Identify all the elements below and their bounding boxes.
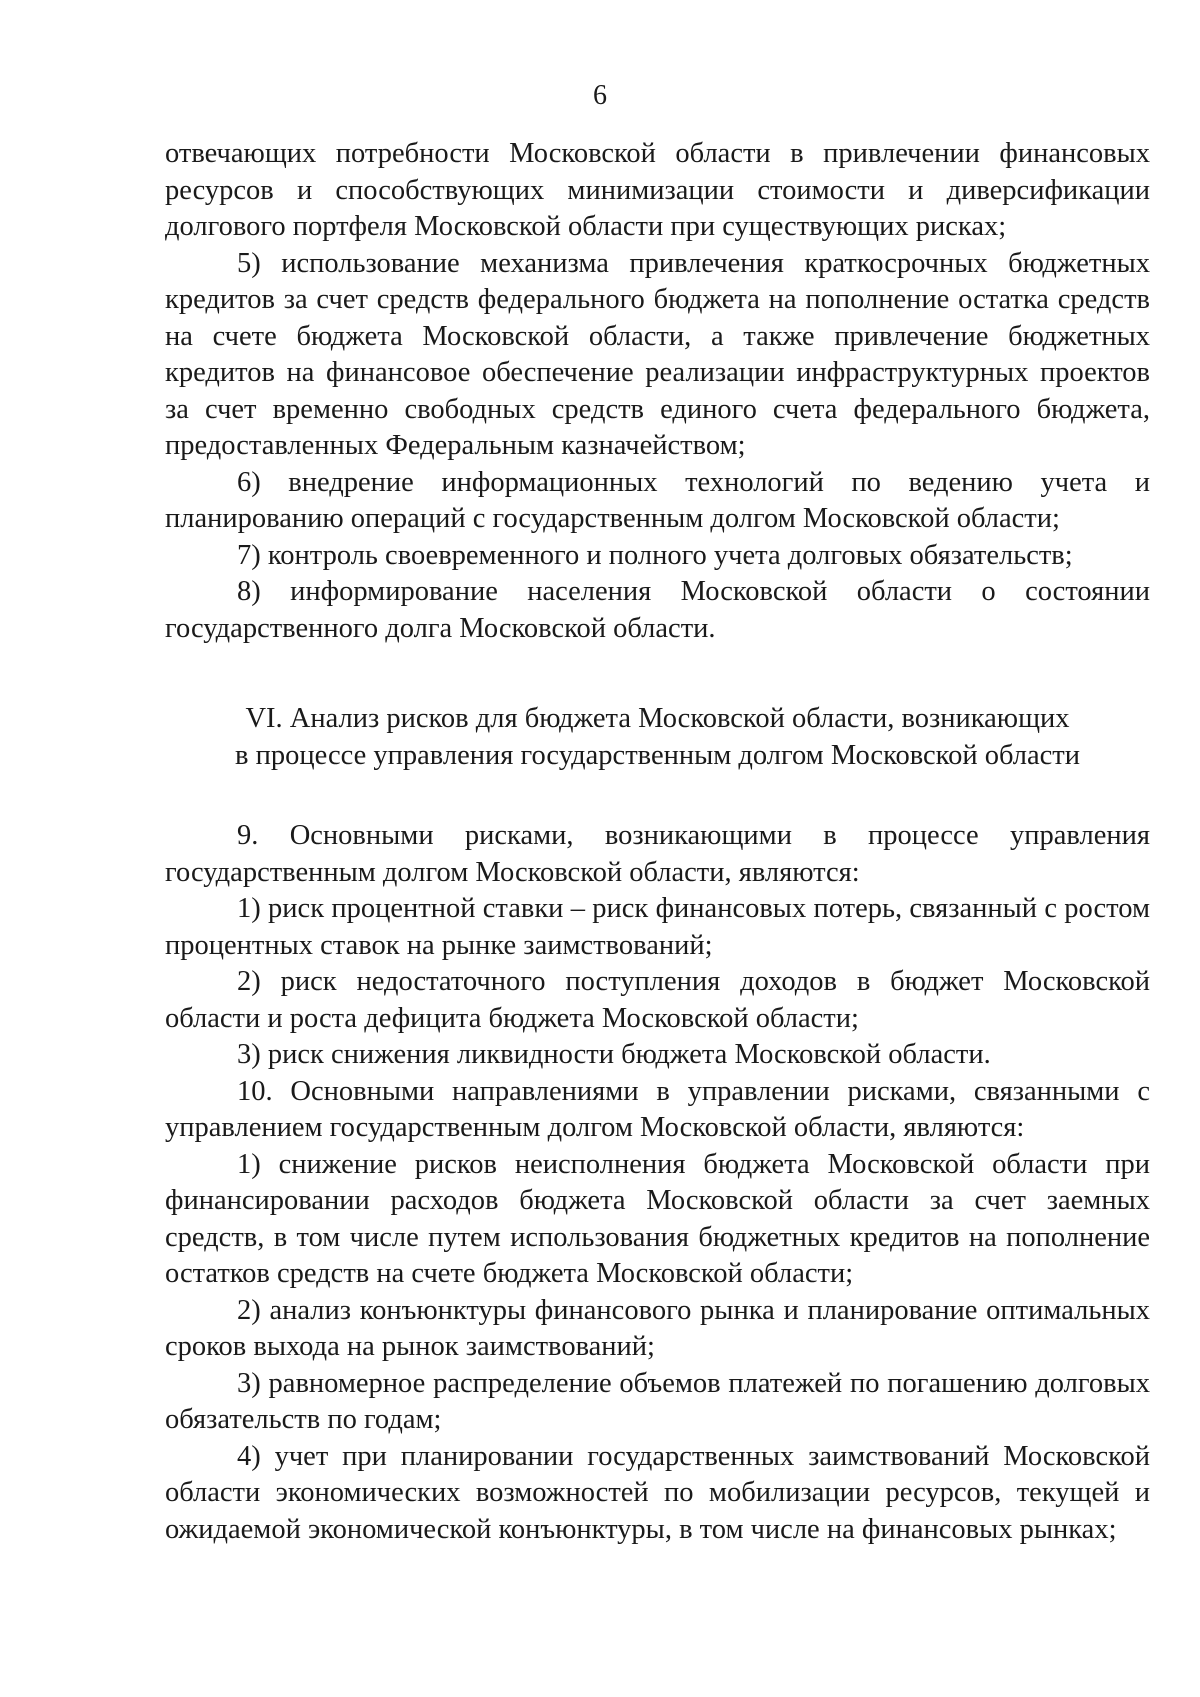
direction-item-4: 4) учет при планировании государственных заимствований Московской области экономических возможностей по мобилизации ресурсов, текущей и ожидаемой экономической конъюнктуры, в том числе на финансовых рынках; <box>165 1440 1150 1545</box>
paragraph-continuation: отвечающих потребности Московской области в привлечении финансовых ресурсов и способствующих минимизации стоимости и диверсификации долгового портфеля Московской области при существующих рисках; <box>165 138 1150 242</box>
direction-item-1: 1) снижение рисков неисполнения бюджета Московской области при финансировании расходов бюджета Московской области за счет заемных средств, в том числе путем использования бюджетных кредитов на пополнение остатков средств на счете бюджета Московской области; <box>165 1148 1150 1289</box>
list-item-6: 6) внедрение информационных технологий по ведению учета и планированию операций с государственным долгом Московской области; <box>165 466 1150 534</box>
list-item-5: 5) использование механизма привлечения краткосрочных бюджетных кредитов за счет средств федерального бюджета на пополнение остатка средств на счете бюджета Московской области, а также привлечение бюджетных кредитов на финансовое обеспечение реализации инфраструктурных проектов за счет временно свободных средств единого счета федерального бюджета, предоставленных Федеральным казначейством; <box>165 247 1150 461</box>
page-number: 6 <box>593 80 607 111</box>
paragraph-group-top <box>165 136 1150 647</box>
section-heading <box>165 701 1150 774</box>
document-body <box>165 136 1150 1548</box>
risk-item-3: 3) риск снижения ликвидности бюджета Московской области. <box>237 1039 991 1070</box>
risk-item-1: 1) риск процентной ставки – риск финансовых потерь, связанный с ростом процентных ставок на рынке заимствований; <box>165 893 1150 961</box>
list-item-8: 8) информирование населения Московской области о состоянии государственного долга Московской области. <box>165 576 1150 644</box>
direction-item-2: 2) анализ конъюнктуры финансового рынка и планирование оптимальных сроков выхода на рынок заимствований; <box>165 1294 1150 1362</box>
clause-10: 10. Основными направлениями в управлении рисками, связанными с управлением государственным долгом Московской области, являются: <box>165 1075 1150 1143</box>
risk-item-2: 2) риск недостаточного поступления доходов в бюджет Московской области и роста дефицита бюджета Московской области; <box>165 966 1150 1034</box>
section-heading-line-1: VI. Анализ рисков для бюджета Московской области, возникающих <box>245 703 1070 734</box>
list-item-7: 7) контроль своевременного и полного учета долговых обязательств; <box>237 539 1073 571</box>
direction-item-3: 3) равномерное распределение объемов платежей по погашению долговых обязательств по годам; <box>165 1367 1150 1435</box>
section-heading-line-2: в процессе управления государственным долгом Московской области <box>235 739 1080 771</box>
paragraph-group-bottom <box>165 818 1150 1548</box>
clause-9: 9. Основными рисками, возникающими в процессе управления государственным долгом Московской области, являются: <box>165 820 1150 888</box>
